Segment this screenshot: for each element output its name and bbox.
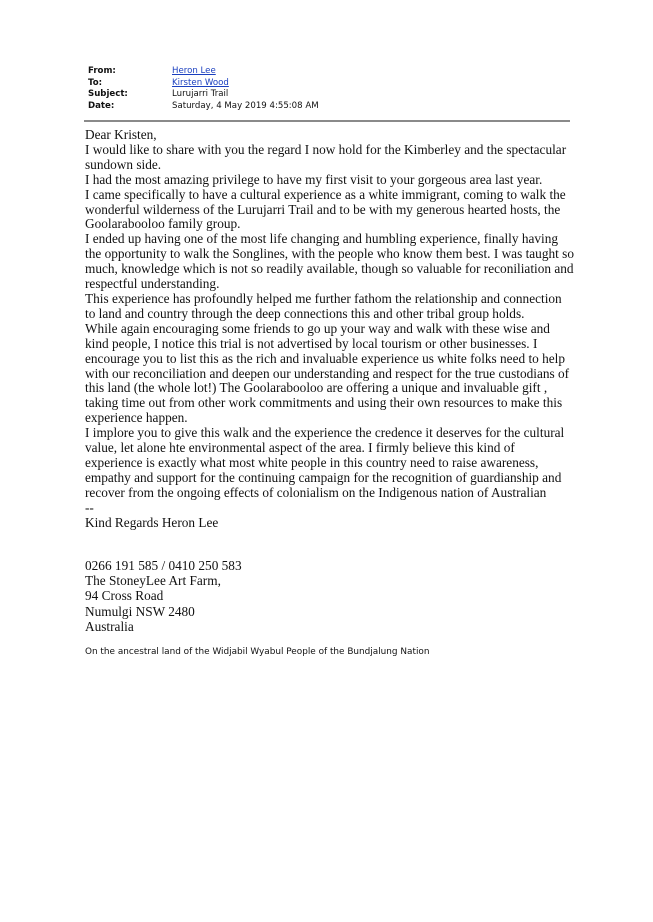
signature-separator: -- (85, 499, 94, 515)
signature-town: Numulgi NSW 2480 (85, 603, 195, 619)
email-body (85, 128, 575, 530)
from-label: From: (88, 66, 116, 76)
body-paragraph: This experience has profoundly helped me further fathom the relationship and connection to land and country through the deep connections this and other tribal group holds. (85, 290, 562, 321)
header-row-from (88, 66, 570, 78)
header-row-subject (88, 89, 570, 101)
country-acknowledgement: On the ancestral land of the Widjabil Wyabul People of the Bundjalung Nation (85, 647, 430, 657)
email-header (88, 66, 570, 112)
body-paragraph: I would like to share with you the regard I now hold for the Kimberley and the spectacular sundown side. (85, 141, 567, 172)
subject-label: Subject: (88, 89, 128, 100)
signature-country: Australia (85, 618, 134, 634)
header-row-date (88, 101, 570, 113)
signature-org: The StoneyLee Art Farm, (85, 573, 221, 589)
signature-phone: 0266 191 585 / 0410 250 583 (85, 558, 242, 573)
body-paragraph: I implore you to give this walk and the experience the credence it deserves for the cultural value, let alone hte environmental aspect of the area. I firmly believe this kind of experience is exactly what most white people in this country need to raise awareness, empathy and support for the continuing campaign for the recognition of guardianship and recover from the ongoing effects of colonialism on the Indigenous nation of Australian (85, 425, 565, 500)
signature-block (85, 558, 575, 634)
body-paragraph: I came specifically to have a cultural experience as a white immigrant, coming to walk the wonderful wilderness of the Lurujarri Trail and to be with my generous hearted hosts, the Goolarabooloo family group. (85, 186, 566, 232)
sign-off: Kind Regards Heron Lee (85, 514, 219, 530)
signature-street: 94 Cross Road (85, 588, 164, 604)
body-paragraph: While again encouraging some friends to go up your way and walk with these wise and kind people, I notice this trial is not advertised by local tourism or other businesses. I encourage you to list this as the rich and invaluable experience us white folks need to help with our reconciliation and deepen our understanding and respect for the true custodians of this land (the whole lot!) The Goolarabooloo are offering a unique and invaluable gift , taking time out from other work commitments and using their own resources to make this experience happen. (85, 320, 570, 426)
subject-value: Lurujarri Trail (172, 89, 229, 100)
greeting: Dear Kristen, (85, 127, 157, 142)
header-row-to (88, 78, 570, 90)
from-value (172, 66, 216, 78)
header-divider (84, 120, 570, 122)
to-label: To: (88, 77, 103, 88)
date-value: Saturday, 4 May 2019 4:55:08 AM (172, 100, 319, 111)
date-label: Date: (88, 100, 115, 111)
body-paragraph: I had the most amazing privilege to have my first visit to your gorgeous area last year. (85, 171, 543, 187)
sender-link[interactable]: Heron Lee (172, 66, 216, 76)
body-paragraph: I ended up having one of the most life changing and humbling experience, finally having the opportunity to walk the Songlines, with the people who know them best. I was taught so much, knowledge which is not so readily available, though so valuable for reconiliation and respectful understanding. (85, 231, 574, 292)
to-value (172, 78, 229, 90)
recipient-link[interactable]: Kirsten Wood (172, 77, 229, 88)
